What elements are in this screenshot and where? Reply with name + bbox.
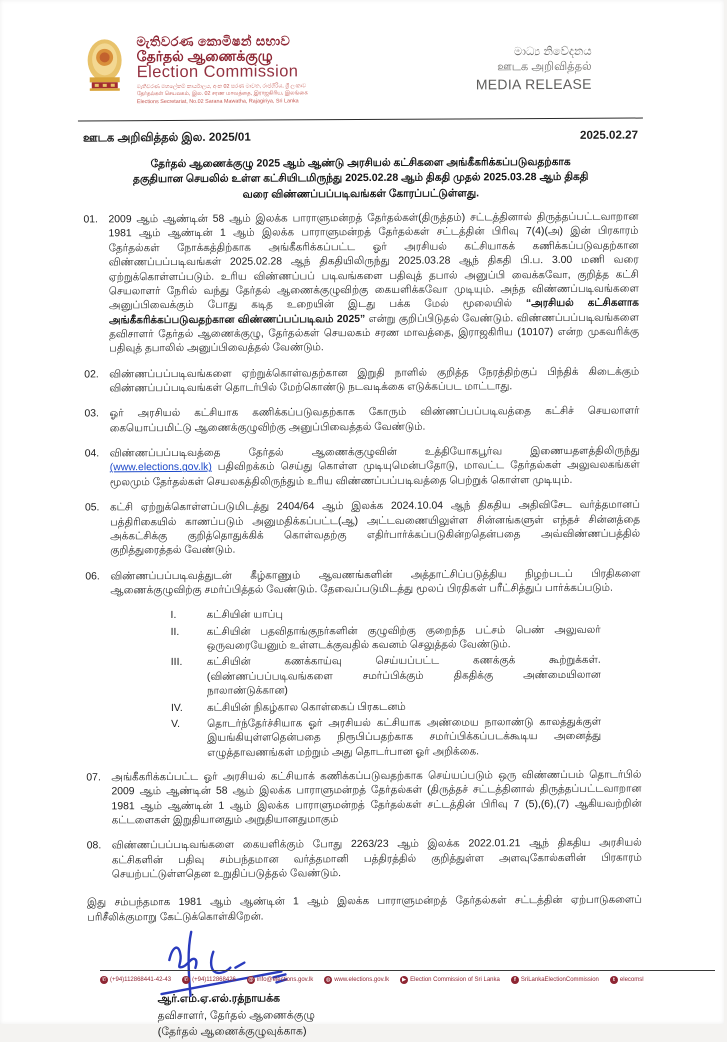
paragraph-text [108,211,639,357]
paragraph-03 [84,405,639,437]
release-number: ஊடக அறிவித்தல் இல. 2025/01 [83,130,251,145]
paragraph-number: 03. [84,408,99,420]
brand-address-tamil: தேர்தல்கள் செயலகம், இல. 02 சரண மாவத்தை, இராஜகிரிய, இலங்கை [136,90,308,98]
brand-name-sinhala: මැතිවරණ කොමිෂන් සභාව [136,33,291,50]
list-item-text: கட்சியின் யாப்பு [206,609,284,622]
closing-paragraph: இது சம்பந்தமாக 1981 ஆம் ஆண்டின் 1 ஆம் இலக்க பாராளுமன்றத் தேர்தல்கள் சட்டத்தின் ஏற்பாடுகளைப் பரிசீலிக்குமாறு கேட்டுக்கொள்கிறேன். [87,894,643,924]
list-item-text: கட்சியின் பதவிதாங்குநர்களின் குழுவிற்கு குறைந்த பட்சம் பெண் அலுவலர் ஒருவரையேனும் உள்ளடக்குவதில் கவனம் செலுத்தல் வேண்டும். [206,624,601,652]
globe-icon: ◍ [325,977,331,983]
footer-twitter[interactable] [610,976,644,984]
list-item-text: கட்சியின் நிகழ்கால கொள்கைப் பிரகடனம் [206,701,406,714]
paragraph-text: ஓர் அரசியல் கட்சியாக கணிக்கப்படுவதற்காக கோரும் விண்ணப்பப்படிவத்தை கட்சிச் செயலாளர் கையொப்பமிட்டு ஆணைக்குழுவிற்கு அனுப்பிவைத்தல் வேண்டும். [109,405,640,435]
signatory-title: தவிசாளர், தேர்தல் ஆணைக்குழு [157,1008,315,1022]
paragraph-bold-phrase: “அரசியல் கட்சிகளாக அங்கீகரிக்கப்படுவதற்கான விண்ணப்பப்படிவம் 2025” [108,297,639,326]
footer-facebook[interactable] [511,976,599,984]
header-divider [78,118,643,122]
footer-youtube[interactable] [400,976,500,984]
paragraph-number: 05. [84,502,100,514]
list-item-numeral: V. [171,718,181,730]
email-icon: @ [248,977,254,983]
phone-icon: ✆ [101,977,107,983]
paragraph-text [110,445,640,491]
paragraph-text-pre: 2009 ஆம் ஆண்டின் 58 ஆம் இலக்க பாராளுமன்றத் தேர்தல்கள்(திருத்தம்) சட்டத்தினால் திருத்தப்பட்டவாறான 1981 ஆம் ஆண்டின் 1 ஆம் இலக்க பாராளுமன்றத் தேர்தல்கள் சட்டத்தின் பிரிவு 7(4)(அ) இன் பிரகாரம் தேர்தல்கள் நோக்கத்திற்காக அங்கீகரிக்கப்பட்ட ஓர் அரசியல் கட்சியாகக் கணிக்கப்படுவதற்கான விண்ணப்பப்படிவங்கள் 2025.02.28 ஆந் திகதியிலிருந்து 2025.03.28 ஆந் திகதி பி.ப. 3.00 மணி வரை ஏற்றுக்கொள்ளப்படும். உரிய விண்ணப்பப் படிவங்களை பதிவுத் தபால் அனுப்பி வைக்கவோ, குறித்த கட்சி செயலாளர் நேரில் வந்து தேர்தல் ஆணைக்குழுவிற்கு கையளிக்கவோ முடியும். அந்த விண்ணப்படிவங்களை அனுப்பிவைக்கும் போது கடித உறையின் இடது பக்க மேல் மூலையில் [108,211,639,312]
footer-youtube-text: Election Commission of Sri Lanka [410,977,500,983]
sri-lanka-emblem-icon [83,35,129,106]
paragraph-text-post: என்று குறிப்பிடுதல் வேண்டும். விண்ணப்பப்படிவங்களை தவிசாளர் தேர்தல் ஆணைக்குழு, தேர்தல்கள் செயலகம் சரண மாவத்தை, இராஜகிரிய (10107) என்ற முகவரிக்கு பதிவுத் தபாலில் அனுப்பிவைத்தல் வேண்டும். [109,312,640,355]
list-item-numeral: I. [170,610,177,622]
paragraph-02 [84,365,639,397]
list-item-text: கட்சியின் கணக்காய்வு செய்யப்பட்ட கணக்குக் கூற்றுக்கள்.(விண்ணப்பப்படிவங்களை சமர்ப்பிக்கும் திகதிக்கு அண்மையிலான நாலாண்டுக்கான) [206,655,601,697]
paragraph-text-pre: விண்ணப்பப்படிவத்தை தேர்தல் ஆணைக்குழுவின் உத்தியோகபூர்வ இணையதளத்திலிருந்து [109,445,640,460]
brand-name-tamil: தேர்தல் ஆணைக்குழு [136,47,273,65]
paragraph-05 [85,499,640,559]
list-item [171,654,641,700]
brand-address [137,83,308,106]
footer-email[interactable] [247,976,313,984]
document-header [83,33,638,107]
list-item-numeral: II. [170,626,180,638]
list-item-numeral: IV. [170,702,183,714]
release-label-english: MEDIA RELEASE [475,75,592,93]
brand-address-english: Elections Secretariat, No.02 Sarana Mawatha, Rajagiriya, Sri Lanka [136,97,299,105]
list-item-numeral: III. [170,657,183,669]
list-item [171,699,641,716]
footer-website[interactable] [324,976,389,984]
paragraph-text-post: பதிவிறக்கம் செய்து கொள்ள முடியுமென்பதோடு, மாவட்ட தேர்தல்கள் அலுவலகங்கள் மூலமும் தேர்தல்கள் செயலகத்திலிருந்தும் உரிய விண்ணப்பப்படிவத்தை பெற்றுக் கொள்ள முடியும். [109,460,640,489]
footer-facebook-text: SriLankaElectionCommission [520,977,599,983]
signatory-name: ஆர்.எம்.ஏ.எல்.ரத்நாயக்க [157,992,281,1006]
contact-footer [100,970,715,984]
commission-brand [83,34,308,106]
footer-twitter-text: elecomsl [619,977,644,983]
list-item [171,607,641,624]
brand-name-english: Election Commission [136,62,299,82]
paragraph-number: 02. [84,369,99,381]
footer-phone [100,976,171,984]
twitter-icon: t [610,976,618,984]
paragraph-text: அங்கீகரிக்கப்பட்ட ஓர் அரசியல் கட்சியாக் கணிக்கப்படுவதற்காக செய்யப்படும் ஒரு விண்ணப்பம் தொடர்பில் 2009 ஆம் ஆண்டின் 58 ஆம் இலக்க பாராளுமன்றத் தேர்தல்கள் (திருத்தச் சட்டத்தினால் திருத்தப்பட்டவாறான 1981 ஆம் ஆண்டின் 1 ஆம் இலக்க பாராளுமன்றத் தேர்தல்கள் சட்டத்தின் பிரிவு 7 (5),(6),(7) ஆகியவற்றின் கட்டளைகள் இறுதியானதும் அறுதியானதுமாகும் [111,769,642,827]
paragraph-number: 07. [86,772,101,784]
paragraph-08 [87,837,642,883]
list-item [171,623,641,654]
paragraph-06 [85,567,640,599]
youtube-icon: ▶ [402,977,407,983]
elections-website-link[interactable]: (www.elections.gov.lk) [109,462,212,474]
paragraph-text: விண்ணப்பப்படிவங்களை ஏற்றுக்கொள்வதற்கான இறுதி நாளில் குறித்த நேரத்திற்குப் பிந்திக் கிடைக்கும் விண்ணப்பப்படிவங்கள் தொடர்பில் மேற்கொண்டு நடவடிக்கை எடுக்கப்பட மாட்டாது. [109,366,640,395]
paragraph-01 [83,211,639,357]
document-title: தேர்தல் ஆணைக்குழு 2025 ஆம் ஆண்டு அரசியல் கட்சிகளை அங்கீகரிக்கப்படுவதற்காக தகுதியான செயலில் உள்ள கட்சியிடமிருந்து 2025.02.28 ஆம் திகதி முதல் 2025.03.28 ஆம் திகதி வரை விண்ணப்பப்படிவங்கள் கோரப்பட்டுள்ளது. [133,155,589,201]
media-release-label [476,45,592,94]
signatory-on-behalf: (தேர்தல் ஆணைக்குழுவுக்காக) [157,1025,307,1039]
list-item [171,715,641,761]
signature-ink [157,926,642,1006]
reference-row [83,129,638,147]
footer-fax [182,976,236,984]
paragraph-text: விண்ணப்பப்படிவங்களை கையளிக்கும் போது 2263/23 ஆம் இலக்க 2022.01.21 ஆந் திகதிய அரசியல் கட்சிகளின் பதிவு சம்பந்தமான வர்த்தமானி பத்திரத்தில் குறித்துள்ள அளவுகோல்களின் பிரகாரம் செயற்பட்டுள்ளதென உறுதிப்படுத்தல் வேண்டும். [111,837,642,881]
release-label-sinhala: මාධ්‍ය නිවේදනය [513,45,592,59]
brand-address-sinhala: මැතිවරණ මහලේකම් කාර්යාලය, අංක 02 සරණ මාවත, රාජගිරිය, ශ්‍රී ලංකාව [136,83,307,91]
paragraph-number: 06. [85,570,100,583]
paragraph-04 [85,445,640,491]
footer-fax-text: (+94)112868426 [192,977,236,983]
list-item-text: தொடர்ந்தேர்ச்சியாக ஓர் அரசியல் கட்சியாக அண்மைய நாலாண்டு காலத்துக்குள் இயங்கியுள்ளதென்பதை நிரூபிப்பதற்காக சமர்ப்பிக்கப்படக்கூடிய அனைத்து எழுத்தாவணங்கள் மற்றும் அது தொடர்பான ஓர் அறிக்கை. [207,716,602,759]
release-date: 2025.02.27 [579,128,639,142]
paragraph-07 [86,768,641,828]
paragraph-number: 01. [83,214,98,226]
fax-icon: ✆ [183,977,189,983]
release-label-tamil: ஊடக அறிவித்தல் [497,60,592,74]
paragraph-number: 04. [84,448,100,460]
paragraph-text: கட்சி ஏற்றுக்கொள்ளப்படுமிடத்து 2404/64 ஆம் இலக்க 2024.10.04 ஆந் திகதிய அதிவிசேட வர்த்தமானப் பத்திரிகையில் காணப்படும் அனுமதிக்கப்பட்ட(ஆ) அட்டவணையிலுள்ள சின்னங்களுள் எந்தச் சின்னத்தை அக்கட்சிக்கு குறித்தொதுக்கிக் கொள்வதற்கு எதிர்பார்க்கப்படுகின்றதென்பதை அவ்விண்ணப்பத்தில் குறித்துரைத்தல் வேண்டும். [109,499,641,557]
footer-website-text: www.elections.gov.lk [334,977,390,983]
facebook-icon: f [511,976,519,984]
required-documents-list [171,607,642,761]
paragraph-number: 08. [86,840,102,852]
footer-phone-text: (+94)112868441-42-43 [110,977,172,983]
footer-email-text: info@elections.gov.lk [256,977,314,983]
brand-text [137,34,308,106]
paragraph-text: விண்ணப்பப்படிவத்துடன் கீழ்காணும் ஆவணங்களின் அத்தாட்சிப்படுத்திய நிழற்படப் பிரதிகளை ஆணைக்குழுவிற்கு சமர்ப்பித்தல் வேண்டும். தேவைப்படுமிடத்து மூலப் பிரதிகள் பரீட்சித்துப் பார்க்கப்படும். [110,568,641,597]
